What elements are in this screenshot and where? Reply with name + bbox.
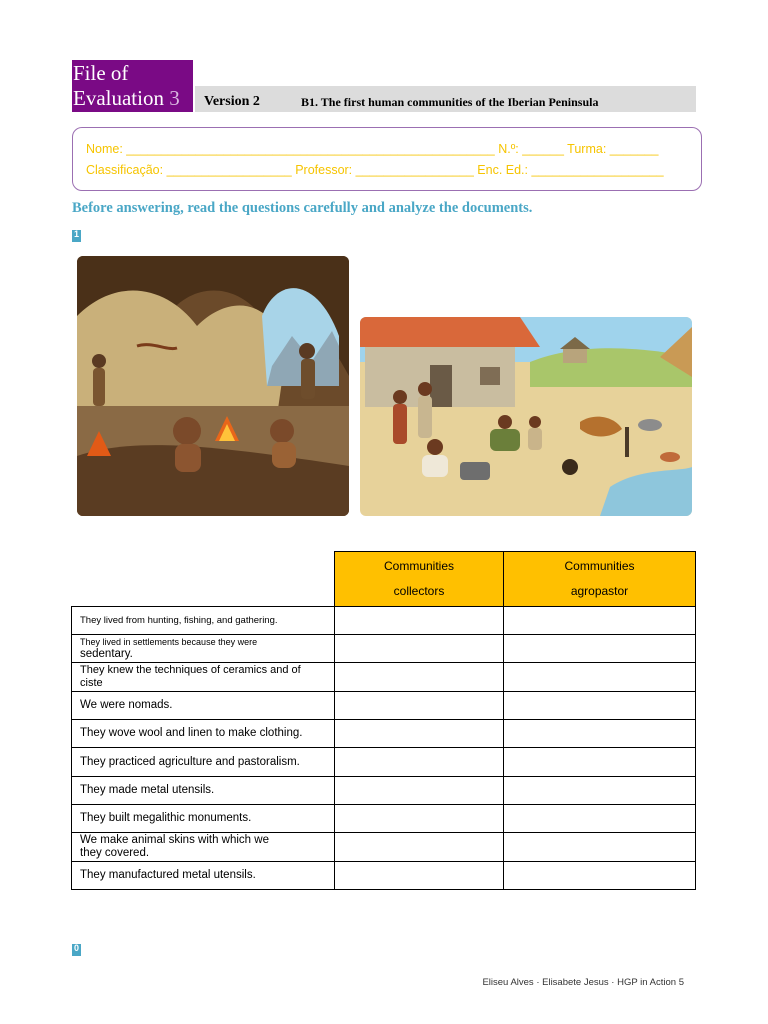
statement-cell	[72, 748, 335, 777]
file-label-line2: Evaluation	[73, 86, 164, 110]
statement-text-continued: they covered.	[80, 847, 150, 859]
statement-text-continued: ciste	[80, 677, 103, 689]
statement-text: They made metal utensils.	[80, 784, 215, 796]
section-marker-top: 1	[72, 230, 81, 242]
answer-cell-collectors[interactable]	[335, 607, 504, 635]
statement-text: They wove wool and linen to make clothing.	[80, 727, 303, 739]
answer-cell-agropastor[interactable]	[504, 805, 696, 833]
column-header-line1: Communities	[564, 559, 635, 573]
answer-cell-agropastor[interactable]	[504, 692, 696, 720]
column-header-line2: agropastor	[570, 584, 629, 598]
statement-text: We were nomads.	[80, 699, 173, 711]
answer-cell-collectors[interactable]	[335, 663, 504, 692]
village-scene-image	[360, 317, 692, 516]
answer-cell-agropastor[interactable]	[504, 862, 696, 890]
column-header-agropastor	[504, 552, 696, 607]
column-header-line1: Communities	[383, 559, 455, 573]
statement-text: We make animal skins with which we	[80, 834, 269, 846]
section-marker-bottom: 0	[72, 944, 81, 956]
answer-cell-agropastor[interactable]	[504, 777, 696, 805]
statement-text: They built megalithic monuments.	[80, 812, 252, 824]
classification-table	[71, 551, 696, 890]
identification-line-name: Nome: _____________________________________________________ N.º: ______ Turma: _______	[86, 142, 659, 156]
file-number: 3	[169, 86, 180, 110]
column-header-line2: collectors	[393, 584, 445, 598]
cave-scene-image	[77, 256, 349, 516]
table-row	[72, 635, 696, 663]
footer-credits: Eliseu Alves · Elisabete Jesus · HGP in Action 5	[482, 977, 684, 988]
answer-cell-collectors[interactable]	[335, 805, 504, 833]
answer-cell-collectors[interactable]	[335, 833, 504, 862]
table-row	[72, 692, 696, 720]
table-row	[72, 777, 696, 805]
identification-line-grade: Classificação: __________________ Professor: _________________ Enc. Ed.: ___________________	[86, 163, 664, 177]
answer-cell-collectors[interactable]	[335, 777, 504, 805]
statement-text: They manufactured metal utensils.	[80, 869, 256, 881]
statement-text: They knew the techniques of ceramics and of	[80, 664, 301, 676]
answer-cell-agropastor[interactable]	[504, 748, 696, 777]
answer-cell-collectors[interactable]	[335, 862, 504, 890]
statement-cell	[72, 720, 335, 748]
table-header-row	[72, 552, 696, 607]
table-row	[72, 862, 696, 890]
cave-scene-illustration	[77, 256, 349, 516]
statement-text: They lived from hunting, fishing, and gathering.	[80, 614, 278, 626]
answer-cell-agropastor[interactable]	[504, 720, 696, 748]
table-row	[72, 805, 696, 833]
table-corner	[72, 552, 335, 607]
table-row	[72, 663, 696, 692]
statement-cell	[72, 663, 335, 692]
statement-text: They practiced agriculture and pastoralism.	[80, 755, 300, 768]
answer-cell-agropastor[interactable]	[504, 635, 696, 663]
answer-cell-collectors[interactable]	[335, 720, 504, 748]
statement-text-continued: sedentary.	[80, 647, 133, 660]
table-row	[72, 607, 696, 635]
subject-title: B1. The first human communities of the Iberian Peninsula	[301, 95, 599, 109]
column-header-collectors	[335, 552, 504, 607]
statement-cell	[72, 607, 335, 635]
table-row	[72, 720, 696, 748]
answer-cell-agropastor[interactable]	[504, 663, 696, 692]
answer-cell-collectors[interactable]	[335, 635, 504, 663]
statement-cell	[72, 692, 335, 720]
answer-cell-collectors[interactable]	[335, 692, 504, 720]
statement-cell	[72, 805, 335, 833]
statement-cell	[72, 862, 335, 890]
file-label-line1: File of	[73, 61, 129, 85]
instruction-text: Before answering, read the questions carefully and analyze the documents.	[72, 200, 533, 216]
statement-cell	[72, 777, 335, 805]
file-label	[72, 60, 193, 112]
version-label: Version 2	[204, 94, 260, 109]
answer-cell-agropastor[interactable]	[504, 607, 696, 635]
table-row	[72, 748, 696, 777]
statement-cell	[72, 635, 335, 663]
answer-cell-agropastor[interactable]	[504, 833, 696, 862]
village-scene-illustration	[360, 317, 692, 516]
statement-cell	[72, 833, 335, 862]
statement-text: They lived in settlements because they were	[80, 636, 258, 647]
answer-cell-collectors[interactable]	[335, 748, 504, 777]
table-row	[72, 833, 696, 862]
identification-box	[72, 127, 702, 191]
